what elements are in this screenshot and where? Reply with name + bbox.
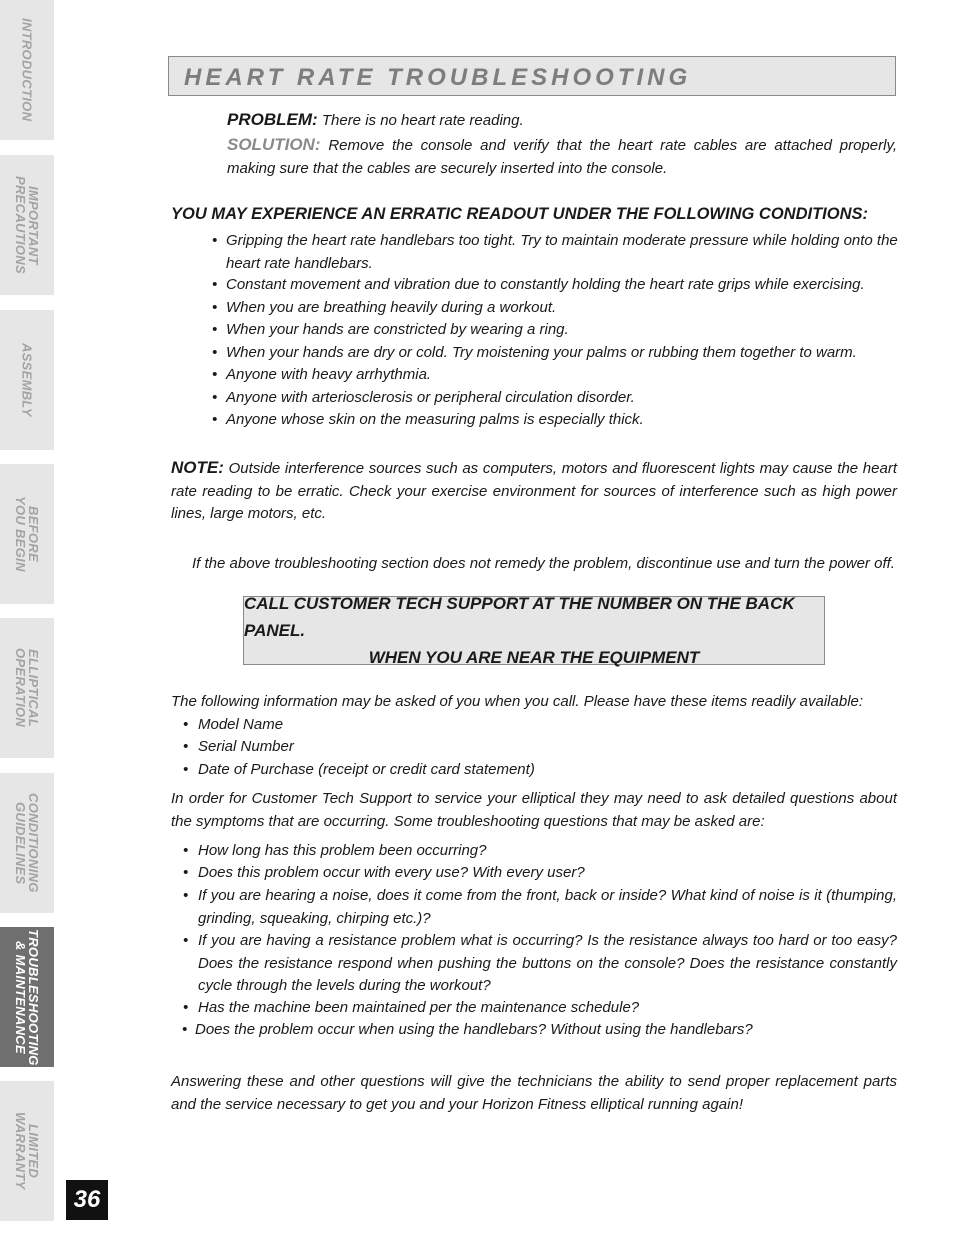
list-item: • Serial Number bbox=[183, 736, 883, 759]
info-intro: The following information may be asked of you when you call. Please have these items readily available: bbox=[171, 693, 864, 710]
solution-paragraph bbox=[227, 134, 897, 180]
tab-label: LIMITED WARRANTY bbox=[13, 1112, 41, 1190]
tab-limited-warranty[interactable] bbox=[0, 1081, 54, 1221]
tab-before-you-begin[interactable] bbox=[0, 464, 54, 604]
list-item: • Anyone with heavy arrhythmia. bbox=[212, 364, 898, 387]
solution-text: Remove the console and verify that the heart rate cables are attached properly, making sure that the cables are securely inserted into the console. bbox=[227, 137, 897, 177]
section-tabs bbox=[0, 0, 54, 1235]
list-item: • Anyone whose skin on the measuring palms is especially thick. bbox=[212, 409, 898, 432]
bullet-icon: • bbox=[183, 738, 189, 755]
tab-important-precautions[interactable] bbox=[0, 155, 54, 295]
bullet-icon: • bbox=[183, 999, 189, 1016]
tab-assembly[interactable] bbox=[0, 310, 54, 450]
note-label: NOTE: bbox=[171, 458, 224, 477]
list-item: • Does the problem occur when using the handlebars? Without using the handlebars? bbox=[182, 1019, 896, 1042]
tab-conditioning-guidelines[interactable] bbox=[0, 773, 54, 913]
callout-line-2: WHEN YOU ARE NEAR THE EQUIPMENT bbox=[368, 648, 700, 667]
bullet-icon: • bbox=[182, 1021, 188, 1038]
list-item: • How long has this problem been occurring? bbox=[183, 840, 897, 863]
list-item: • Gripping the heart rate handlebars too tight. Try to maintain moderate pressure while holding onto the heart rate handlebars. bbox=[212, 232, 898, 272]
page-title: HEART RATE TROUBLESHOOTING bbox=[184, 64, 692, 91]
customer-support-callout bbox=[243, 596, 825, 665]
tab-label: INTRODUCTION bbox=[19, 18, 35, 122]
bullet-icon: • bbox=[183, 842, 189, 859]
list-item: • Constant movement and vibration due to constantly holding the heart rate grips while exercising. bbox=[212, 274, 898, 297]
tab-label: TROUBLESHOOTING & MAINTENANCE bbox=[13, 928, 41, 1066]
bullet-icon: • bbox=[212, 232, 218, 249]
erratic-conditions-heading: YOU MAY EXPERIENCE AN ERRATIC READOUT UNDER THE FOLLOWING CONDITIONS: bbox=[171, 205, 868, 223]
list-item: • Anyone with arteriosclerosis or peripheral circulation disorder. bbox=[212, 387, 898, 410]
list-item: • If you are having a resistance problem what is occurring? Is the resistance always too hard or too easy? Does the resistance respond when pushing the buttons on the console? Does the resistance constantly cycle through the levels during the workout? bbox=[183, 932, 897, 994]
callout-line-1: CALL CUSTOMER TECH SUPPORT AT THE NUMBER ON THE BACK PANEL. bbox=[244, 594, 795, 640]
note-text: Outside interference sources such as computers, motors and fluorescent lights may cause the heart rate reading to be erratic. Check your exercise environment for sources of interference such as high power lines, large motors, etc. bbox=[171, 460, 897, 522]
questions-intro: In order for Customer Tech Support to service your elliptical they may need to ask detailed questions about the symptoms that are occurring. Some troubleshooting questions that may be asked are: bbox=[171, 790, 897, 830]
discontinue-notice: If the above troubleshooting section does not remedy the problem, discontinue use and turn the power off. bbox=[192, 555, 895, 572]
list-item: • Does this problem occur with every use? With every user? bbox=[183, 862, 897, 885]
solution-label: SOLUTION: bbox=[227, 135, 321, 154]
list-item: • Date of Purchase (receipt or credit card statement) bbox=[183, 759, 883, 782]
list-item: • When you are breathing heavily during a workout. bbox=[212, 297, 898, 320]
bullet-icon: • bbox=[183, 864, 189, 881]
tab-label: ELLIPTICAL OPERATION bbox=[13, 648, 41, 728]
bullet-icon: • bbox=[212, 299, 218, 316]
problem-paragraph bbox=[227, 109, 897, 133]
bullet-icon: • bbox=[212, 366, 218, 383]
closing-paragraph: Answering these and other questions will give the technicians the ability to send proper replacement parts and the service necessary to get you and your Horizon Fitness elliptical running again! bbox=[171, 1073, 897, 1113]
bullet-icon: • bbox=[183, 932, 189, 949]
bullet-icon: • bbox=[183, 887, 189, 904]
tab-label: BEFORE YOU BEGIN bbox=[13, 496, 41, 572]
bullet-icon: • bbox=[212, 321, 218, 338]
list-item: • When your hands are dry or cold. Try moistening your palms or rubbing them together to warm. bbox=[212, 342, 898, 365]
page-number: 36 bbox=[66, 1180, 108, 1220]
tab-elliptical-operation[interactable] bbox=[0, 618, 54, 758]
tab-label: IMPORTANT PRECAUTIONS bbox=[13, 176, 41, 274]
note-paragraph bbox=[171, 457, 897, 526]
bullet-icon: • bbox=[212, 389, 218, 406]
bullet-icon: • bbox=[183, 761, 189, 778]
problem-text: There is no heart rate reading. bbox=[321, 112, 524, 129]
bullet-icon: • bbox=[212, 276, 218, 293]
tab-label: CONDITIONING GUIDELINES bbox=[13, 793, 41, 893]
bullet-icon: • bbox=[212, 344, 218, 361]
tab-label: ASSEMBLY bbox=[19, 343, 35, 417]
list-item: • Has the machine been maintained per the maintenance schedule? bbox=[183, 997, 897, 1020]
tab-introduction[interactable] bbox=[0, 0, 54, 140]
bullet-icon: • bbox=[183, 716, 189, 733]
problem-label: PROBLEM: bbox=[227, 110, 318, 129]
bullet-icon: • bbox=[212, 411, 218, 428]
list-item: • Model Name bbox=[183, 714, 883, 737]
list-item: • When your hands are constricted by wearing a ring. bbox=[212, 319, 898, 342]
tab-troubleshooting-maintenance[interactable] bbox=[0, 927, 54, 1067]
section-title-bar bbox=[168, 56, 896, 96]
list-item: • If you are hearing a noise, does it come from the front, back or inside? What kind of noise is it (thumping, grinding, squeaking, chirping etc.)? bbox=[183, 887, 897, 927]
